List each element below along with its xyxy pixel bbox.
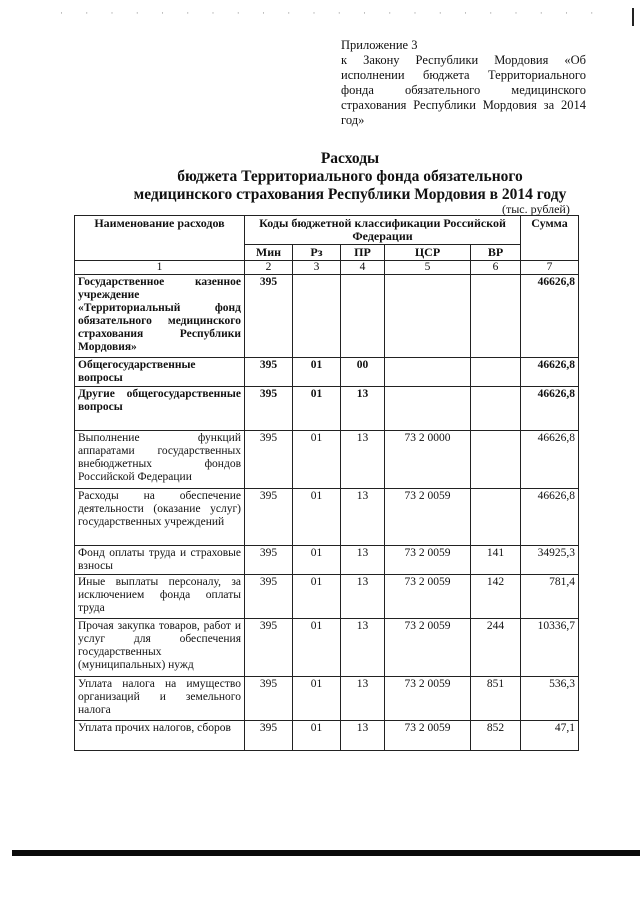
row-rz: 01 [293,721,341,751]
row-sum: 10336,7 [521,619,579,677]
row-name: Иные выплаты персоналу, за исключением фонда оплаты труда [75,575,245,619]
row-min: 395 [245,358,293,387]
row-min: 395 [245,489,293,546]
row-sum: 34925,3 [521,546,579,575]
scan-noise: · · · · · · · · · · · · · · · · · · · · · · [60,8,604,18]
row-vr [471,489,521,546]
row-name: Фонд оплаты труда и страховые взносы [75,546,245,575]
row-pr: 13 [341,431,385,489]
col-number: 5 [385,261,471,275]
row-csr [385,275,471,358]
row-rz: 01 [293,575,341,619]
header-min: Мин [245,245,293,261]
row-csr: 73 2 0059 [385,489,471,546]
row-rz: 01 [293,387,341,431]
row-sum: 781,4 [521,575,579,619]
row-pr: 13 [341,619,385,677]
row-sum: 536,3 [521,677,579,721]
row-pr: 13 [341,489,385,546]
row-min: 395 [245,575,293,619]
row-name: Другие общегосударственные вопросы [75,387,245,431]
row-pr: 13 [341,677,385,721]
appendix-note [341,38,586,128]
row-rz: 01 [293,677,341,721]
row-pr: 13 [341,721,385,751]
row-csr: 73 2 0000 [385,431,471,489]
title-line-2: бюджета Территориального фонда обязательного [177,168,523,185]
row-vr [471,387,521,431]
table-row [75,275,579,358]
row-name: Выполнение функций аппаратами государственных внебюджетных фондов Российской Федерации [75,431,245,489]
row-vr [471,358,521,387]
row-rz [293,275,341,358]
header-sum: Сумма [521,216,579,261]
title-line-1: Расходы [320,150,380,167]
row-sum: 46626,8 [521,431,579,489]
row-vr: 141 [471,546,521,575]
row-pr: 13 [341,387,385,431]
row-csr: 73 2 0059 [385,619,471,677]
row-name: Государственное казенное учреждение «Территориальный фонд обязательного медицинского страхования Республики Мордовия» [75,275,245,358]
appendix-body: к Закону Республики Мордовия «Об исполнении бюджета Территориального фонда обязательного медицинского страхования Республики Мордовия за 2014 год» [341,53,586,127]
row-min: 395 [245,721,293,751]
row-name: Уплата налога на имущество организаций и земельного налога [75,677,245,721]
row-rz: 01 [293,489,341,546]
row-csr: 73 2 0059 [385,575,471,619]
row-sum: 46626,8 [521,275,579,358]
table-header-row [75,216,579,245]
row-min: 395 [245,431,293,489]
row-pr [341,275,385,358]
page-title [80,150,620,204]
col-number: 4 [341,261,385,275]
row-name: Расходы на обеспечение деятельности (оказание услуг) государственных учреждений [75,489,245,546]
row-pr: 13 [341,575,385,619]
row-vr: 142 [471,575,521,619]
header-vr: ВР [471,245,521,261]
column-number-row [75,261,579,275]
table-row [75,619,579,677]
page-bottom-rule [12,850,640,856]
header-rz: Рз [293,245,341,261]
row-min: 395 [245,677,293,721]
row-vr: 244 [471,619,521,677]
row-rz: 01 [293,431,341,489]
units-label: (тыс. рублей) [502,202,570,216]
row-vr: 851 [471,677,521,721]
table-row [75,489,579,546]
table-row [75,387,579,431]
col-number: 6 [471,261,521,275]
table-row [75,677,579,721]
row-min: 395 [245,619,293,677]
scan-edge-mark [632,8,634,26]
row-vr [471,275,521,358]
table-row [75,546,579,575]
row-csr [385,387,471,431]
col-number: 7 [521,261,579,275]
table-row [75,431,579,489]
row-vr [471,431,521,489]
header-pr: ПР [341,245,385,261]
row-csr [385,358,471,387]
header-csr: ЦСР [385,245,471,261]
table-row [75,358,579,387]
row-name: Общегосударственные вопросы [75,358,245,387]
appendix-title: Приложение 3 [341,38,418,52]
row-sum: 46626,8 [521,387,579,431]
row-csr: 73 2 0059 [385,721,471,751]
header-name: Наименование расходов [75,216,245,261]
row-vr: 852 [471,721,521,751]
row-csr: 73 2 0059 [385,677,471,721]
row-sum: 46626,8 [521,489,579,546]
row-rz: 01 [293,358,341,387]
title-line-3: медицинского страхования Республики Мордовия в 2014 году [133,186,567,203]
row-min: 395 [245,275,293,358]
row-rz: 01 [293,619,341,677]
row-min: 395 [245,387,293,431]
col-number: 3 [293,261,341,275]
row-min: 395 [245,546,293,575]
row-rz: 01 [293,546,341,575]
row-sum: 46626,8 [521,358,579,387]
col-number: 2 [245,261,293,275]
header-codes: Коды бюджетной классификации Российской Федерации [245,216,521,245]
row-pr: 13 [341,546,385,575]
row-csr: 73 2 0059 [385,546,471,575]
row-name: Уплата прочих налогов, сборов [75,721,245,751]
row-pr: 00 [341,358,385,387]
table-row [75,575,579,619]
table-row [75,721,579,751]
row-name: Прочая закупка товаров, работ и услуг для обеспечения государственных (муниципальных) нужд [75,619,245,677]
col-number: 1 [75,261,245,275]
expenses-table [74,215,579,751]
row-sum: 47,1 [521,721,579,751]
